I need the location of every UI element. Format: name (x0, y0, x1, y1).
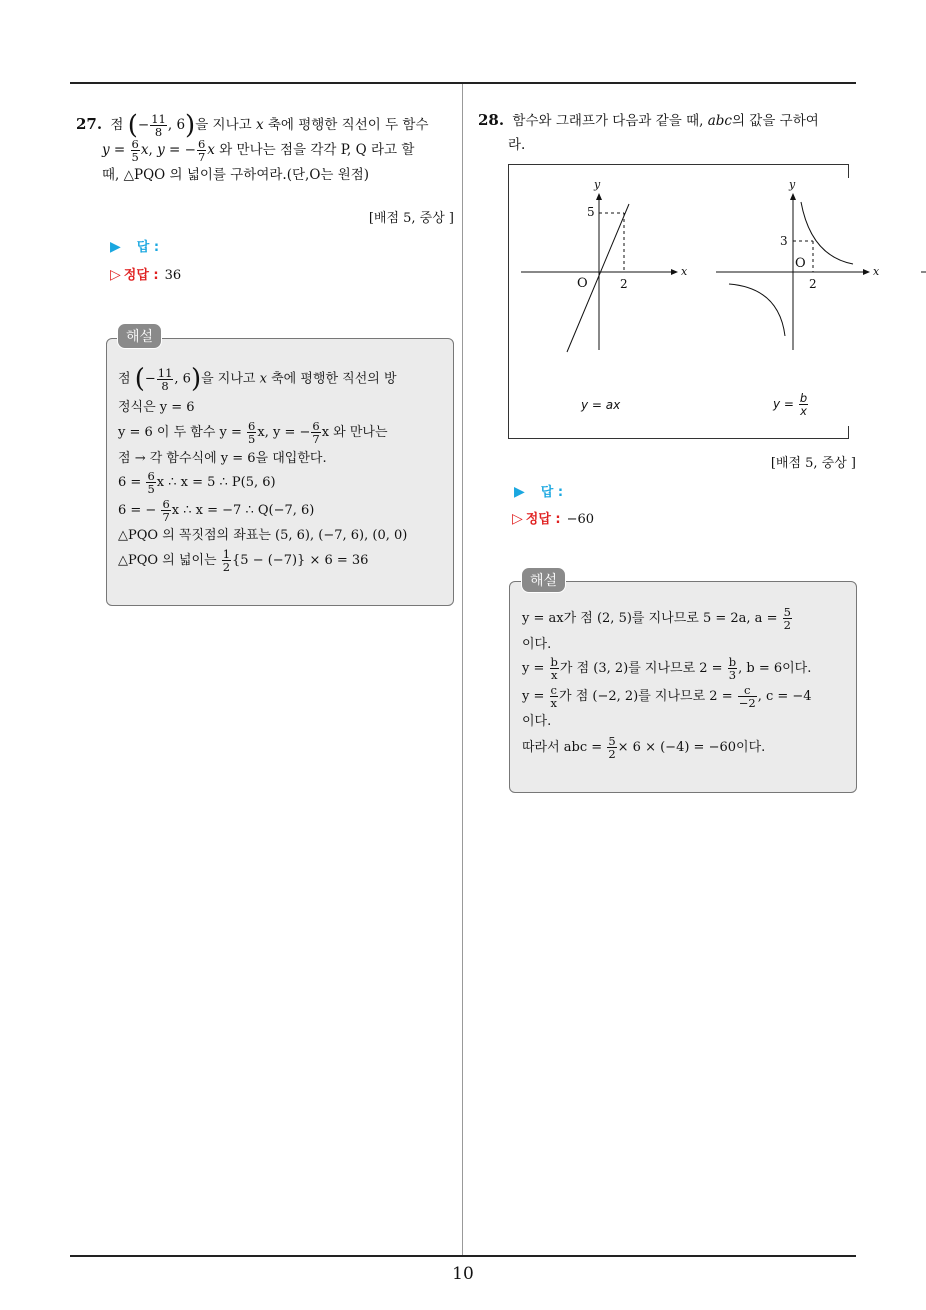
left-caption: y = ax (581, 398, 621, 412)
left-y-tick: 5 (587, 205, 595, 219)
q27-line2: y = $\frac{6}{5}$ x, y = − $\frac{6}{7}$ x 와 만나는 점을 각각 P, Q 라고 할 (102, 137, 415, 164)
fraction: $\frac{6}{7}$ (312, 418, 320, 446)
q28-graphs (509, 164, 926, 438)
fraction: $\frac{5}{2}$ (783, 605, 791, 632)
q28-graph-box (508, 164, 880, 439)
q27-solution-body: 점 (− $\frac{11}{8}$ , 6)을 지나고 x 축에 평행한 직선의 방 정식은 y = 6 y = 6 이 두 함수 y = $\frac{6}{5}$ x, y = − $\frac{6}{7}$ x 와 만나는 점 → 각 함수식에 y = 6을 대입한다. 6 = $\frac{6}{5}$ x ∴ x = 5 ∴ P(5, 6) 6 = − $\frac{6}{7}$ x ∴ x = −7 ∴ Q(−7, 6) △PQO 의 꼭짓점의 좌표는 (5, 6), (−7, 6), (0, 0) △PQO 의 넓이는 $\frac{1}{2}$ {5 − (−7)} × 6 = 36 (118, 364, 408, 574)
q27-score: [배점 5, 중상 ] (368, 211, 454, 226)
fraction: $\frac{c}{x}$ (550, 683, 558, 710)
left-y-label: y (594, 178, 601, 191)
triangle-outline-icon: ▷ (512, 511, 523, 527)
q27-correct-row: ▷ 정답 : 36 (110, 267, 182, 283)
right-y-label: y (789, 178, 796, 191)
right-origin-label: O (795, 256, 806, 271)
right-y-tick: 3 (780, 234, 788, 248)
q28-solution-body: y = ax가 점 (2, 5)를 지나므로 5 = 2a, a = $\frac{5}{2}$ 이다. y = $\frac{b}{x}$ 가 점 (3, 2)를 지나므로 2 = $\frac{b}{3}$ , b = 6이다. y = $\frac{c}{x}$ 가 점 (−2, 2)를 지나므로 2 = $\frac{c}{-2}$ , c = −4 이다. 따라서 abc = $\frac{5}{2}$ × 6 × (−4) = −60이다. (522, 605, 812, 761)
left-graph (521, 194, 677, 352)
fraction: $\frac{11}{8}$ (151, 112, 166, 139)
q27-line1: 27. 점 (− $\frac{11}{8}$ , 6)을 지나고 x 축에 평행한 직선이 두 함수 (76, 110, 429, 141)
right-x-label: x (873, 265, 880, 278)
fraction: $\frac{b}{x}$ (550, 655, 558, 682)
q27-line3: 때, △PQO 의 넓이를 구하여라.(단,O는 원점) (102, 167, 370, 183)
top-rule (70, 82, 856, 84)
fraction: $\frac{5}{2}$ (608, 734, 616, 761)
question-27 (76, 112, 460, 187)
fraction: $\frac{6}{5}$ (131, 137, 139, 164)
page-number: 10 (452, 1264, 474, 1284)
q28-score: [배점 5, 중상 ] (770, 456, 856, 471)
fraction: $\frac{6}{7}$ (197, 137, 206, 164)
q28-answer-row: ▶ 답 : (514, 484, 564, 500)
fraction: $\frac{6}{7}$ (162, 496, 170, 524)
hyperbola-branch-q3 (729, 284, 785, 336)
fraction: $\frac{6}{5}$ (147, 468, 155, 496)
q27-number: 27. (76, 115, 103, 133)
bottom-rule (70, 1255, 856, 1257)
q28-solution-tag: 해설 (521, 567, 566, 593)
fraction: $\frac{6}{5}$ (248, 418, 256, 446)
fraction: $\frac{1}{2}$ (222, 546, 231, 574)
right-graph (716, 194, 926, 350)
q28-number: 28. (478, 111, 505, 129)
q27-solution-tag: 해설 (117, 323, 162, 349)
fraction: $\frac{b}{x}$ (799, 391, 808, 418)
fraction: $\frac{11}{8}$ (157, 365, 173, 393)
fraction: $\frac{b}{3}$ (728, 655, 737, 682)
left-x-tick: 2 (620, 277, 628, 291)
q27-answer-row: ▶ 답 : (110, 239, 160, 255)
left-x-label: x (681, 265, 688, 278)
play-icon: ▶ (514, 484, 525, 500)
right-x-tick: 2 (809, 277, 817, 291)
triangle-outline-icon: ▷ (110, 267, 121, 283)
play-icon: ▶ (110, 239, 121, 255)
left-origin-label: O (577, 276, 588, 291)
q28-correct-row: ▷ 정답 : −60 (512, 511, 595, 527)
column-divider (462, 84, 463, 1256)
hyperbola-branch-q1 (801, 202, 853, 264)
question-28: 28. 함수와 그래프가 다음과 같을 때, abc의 값을 구하여 라. (478, 111, 819, 153)
fraction: $\frac{c}{-2}$ (738, 683, 756, 710)
right-caption: y = $\frac{b}{x}$ (773, 391, 808, 418)
